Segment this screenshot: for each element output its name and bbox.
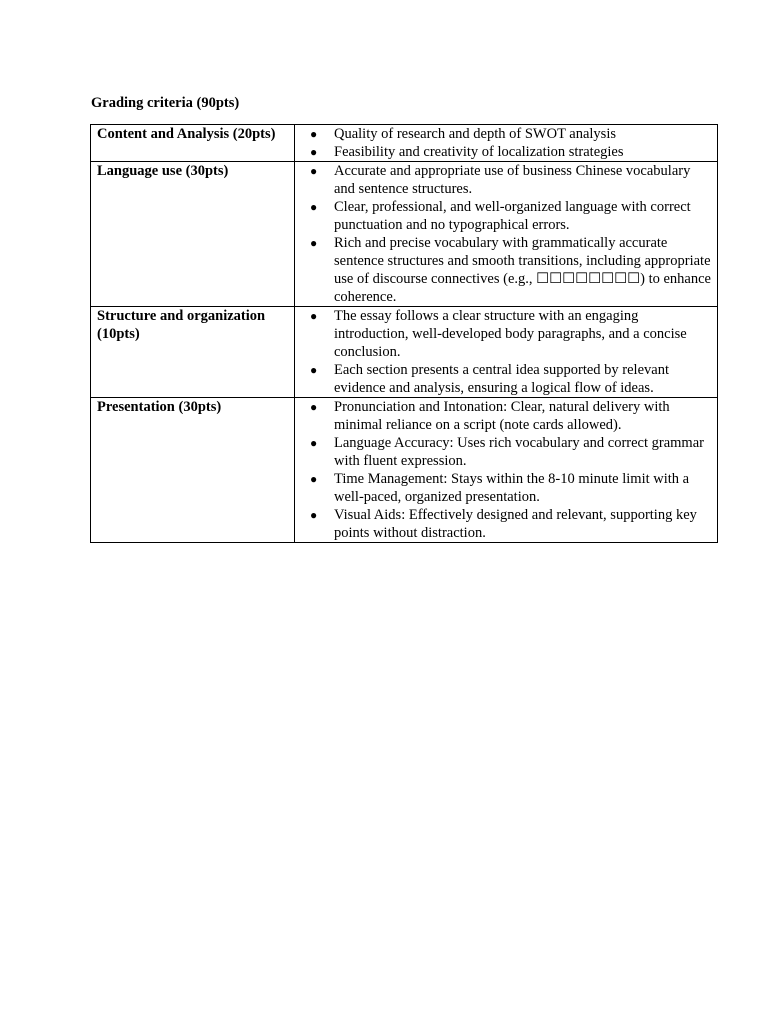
list-item-text: Each section presents a central idea supported by relevant evidence and analysis, ensuring a logical flow of ideas. [334,362,669,396]
list-item-text: Clear, professional, and well-organized language with correct punctuation and no typographical errors. [334,199,691,233]
bullet-icon: ● [310,200,318,214]
criterion-name: Language use (30pts) [91,162,295,307]
list-item-text: Language Accuracy: Uses rich vocabulary and correct grammar with fluent expression. [334,435,704,469]
list-item [301,125,711,143]
list-item-text: Pronunciation and Intonation: Clear, natural delivery with minimal reliance on a script (note cards allowed). [334,399,670,433]
list-item-text: Quality of research and depth of SWOT analysis [334,126,616,142]
list-item-text: Time Management: Stays within the 8-10 minute limit with a well-paced, organized presentation. [334,471,690,505]
criterion-items [301,162,711,306]
list-item-text: Accurate and appropriate use of business Chinese vocabulary and sentence structures. [334,163,691,197]
bullet-icon: ● [310,400,318,414]
list-item [301,307,711,361]
list-item-text: The essay follows a clear structure with an engaging introduction, well-developed body paragraphs, and a concise conclusion. [334,308,687,360]
criterion-name: Structure and organization (10pts) [91,307,295,398]
table-row [91,162,718,307]
criterion-name: Content and Analysis (20pts) [91,125,295,162]
bullet-icon: ● [310,436,318,450]
list-item [301,361,711,397]
list-item [301,162,711,198]
bullet-icon: ● [310,145,318,159]
bullet-icon: ● [310,363,318,377]
list-item [301,470,711,506]
list-item [301,434,711,470]
list-item [301,234,711,306]
bullet-icon: ● [310,472,318,486]
bullet-icon: ● [310,309,318,323]
criterion-items [301,307,711,397]
list-item-text: Rich and precise vocabulary with grammatically accurate sentence structures and smooth transitions, including appropriate use of discourse connectives (e.g., ☐☐☐☐☐☐☐☐) to enhance coherence. [334,235,711,305]
bullet-icon: ● [310,164,318,178]
criterion-name: Presentation (30pts) [91,398,295,543]
criterion-items [301,125,711,161]
table-row [91,398,718,543]
table-row [91,125,718,162]
document-title: Grading criteria (90pts) [91,95,240,111]
list-item [301,198,711,234]
bullet-icon: ● [310,236,318,250]
criterion-items [301,398,711,542]
table-row [91,307,718,398]
grading-criteria-table [90,124,718,543]
bullet-icon: ● [310,127,318,141]
list-item [301,398,711,434]
list-item-text: Feasibility and creativity of localization strategies [334,144,624,160]
list-item [301,506,711,542]
bullet-icon: ● [310,508,318,522]
list-item [301,143,711,161]
list-item-text: Visual Aids: Effectively designed and relevant, supporting key points without distraction. [334,507,697,541]
